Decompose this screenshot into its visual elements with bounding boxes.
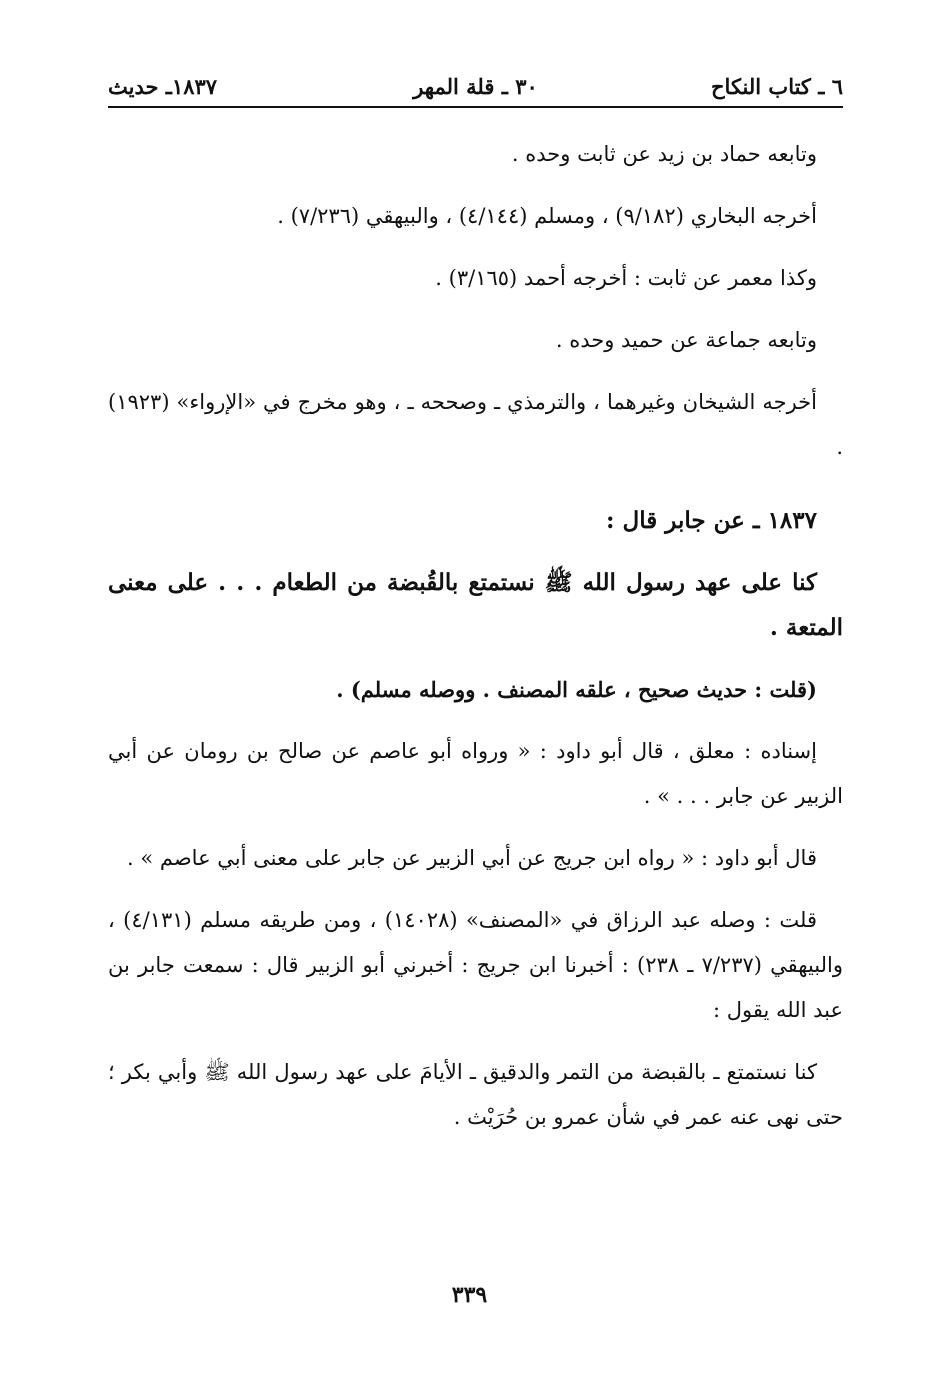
paragraph-abd-al-razzaq: قلت : وصله عبد الرزاق في «المصنف» (١٤٠٢٨) ، ومن طريقه مسلم (٤/١٣١) ، والبيهقي (٧/٢٣٧ ـ ٢٣٨) : أخبرنا ابن جريج : أخبرني أبو الزبير قال : سمعت جابر بن عبد الله يقول : xyxy=(108,908,843,1022)
page-body xyxy=(108,132,843,1157)
page-number: ٣٣٩ xyxy=(451,1282,488,1308)
header-chapter-title: ٣٠ ـ قلة المهر xyxy=(413,74,538,99)
paragraph-quoted-narration: كنا نستمتع ـ بالقبضة من التمر والدقيق ـ الأيامَ على عهد رسول الله ﷺ وأبي بكر ؛ حتى نهى عنه عمر في شأن عمرو بن حُرَيْث . xyxy=(108,1060,843,1129)
paragraph-takhrij-bukhari: أخرجه البخاري (٩/١٨٢) ، ومسلم (٤/١٤٤) ، والبيهقي (٧/٢٣٦) . xyxy=(277,204,817,228)
header-rule xyxy=(108,106,843,108)
hadith-text: كنا على عهد رسول الله ﷺ نستمتع بالقُبضة من الطعام . . . على معنى المتعة . xyxy=(108,569,843,641)
hadith-heading: ١٨٣٧ ـ عن جابر قال : xyxy=(606,507,817,534)
paragraph-takhrij-shaykhan: أخرجه الشيخان وغيرهما ، والترمذي ـ وصححه ـ ، وهو مخرج في «الإرواء» (١٩٢٣) . xyxy=(108,390,843,459)
paragraph-follow-up-hammad: وتابعه حماد بن زيد عن ثابت وحده . xyxy=(511,142,817,166)
paragraph-follow-up-jamaa: وتابعه جماعة عن حميد وحده . xyxy=(555,328,817,352)
verdict-note: (قلت : حديث صحيح ، علقه المصنف . ووصله مسلم) . xyxy=(336,677,817,702)
header-book-title: ٦ ـ كتاب النكاح xyxy=(711,74,843,99)
running-header xyxy=(108,72,843,110)
paragraph-abu-dawud: قال أبو داود : « رواه ابن جريج عن أبي الزبير عن جابر على معنى أبي عاصم » . xyxy=(127,846,817,870)
header-hadith-number: ١٨٣٧ـ حديث xyxy=(108,74,218,99)
paragraph-isnad: إسناده : معلق ، قال أبو داود : « ورواه أبو عاصم عن صالح بن رومان عن أبي الزبير عن جابر . . . » . xyxy=(108,739,843,808)
paragraph-mamar: وكذا معمر عن ثابت : أخرجه أحمد (٣/١٦٥) . xyxy=(435,266,817,290)
